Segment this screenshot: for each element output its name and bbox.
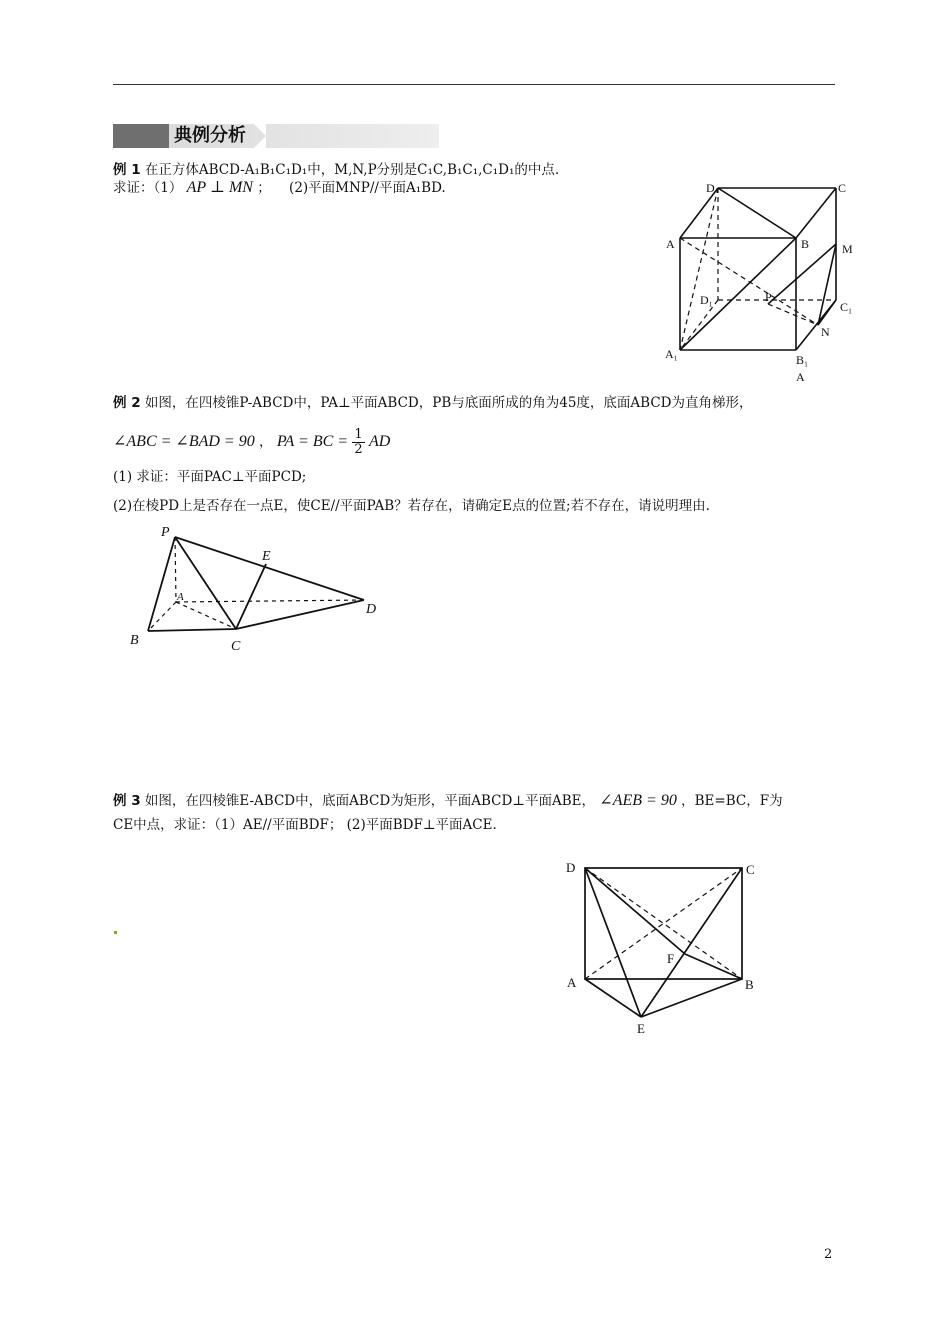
cube-label-D: D <box>706 181 715 195</box>
example2-statement: 如图，在四棱锥P-ABCD中，PA⊥平面ABCD，PB与底面所成的角为45度，底面ABCD为直角梯形， <box>144 395 753 411</box>
rect-label-E: E <box>637 1021 645 1036</box>
example1-prove-line <box>113 178 446 198</box>
example2-condition-math: ∠ABC = ∠BAD = 90 <box>113 433 255 450</box>
rect-label-D: D <box>566 860 576 875</box>
example1-prove-part2: (2)平面MNP//平面A₁BD. <box>289 180 446 196</box>
cube-label-A-bottom: A <box>796 370 805 384</box>
page-number: 2 <box>824 1247 833 1262</box>
pyramid-label-P: P <box>161 525 170 540</box>
example3-condition-math: ∠AEB = 90 <box>599 792 677 809</box>
pyramid-label-A: A <box>177 591 184 603</box>
header-rule <box>113 84 835 85</box>
example1-label: 例 1 <box>113 162 141 178</box>
example2-statement-line <box>113 393 753 413</box>
example1-statement: 在正方体ABCD-A₁B₁C₁D₁中，M,N,P分别是C₁C,B₁C₁,C₁D₁的中点. <box>144 162 560 178</box>
example2-label: 例 2 <box>113 395 141 411</box>
cube-label-A: A <box>666 237 675 251</box>
example2-condition-tail: AD <box>368 433 391 450</box>
example2-condition-math2: PA = BC = <box>276 433 349 450</box>
example3-statement-line <box>113 791 783 811</box>
rectangle-pyramid-figure <box>555 850 775 1040</box>
example2-part1: (1) 求证：平面PAC⊥平面PCD; <box>113 469 307 485</box>
cube-label-A1: A₁ <box>665 347 678 361</box>
pyramid-label-D: D <box>366 602 377 617</box>
section-title: 典例分析 <box>174 125 246 146</box>
example1-prove-math: AP ⊥ MN <box>186 179 253 196</box>
pyramid-label-E: E <box>262 549 271 564</box>
cube-label-P: P <box>765 290 772 304</box>
section-banner-notch <box>254 124 266 148</box>
pyramid-label-C: C <box>231 639 241 654</box>
cube-label-C: C <box>838 181 847 195</box>
rect-label-A: A <box>567 975 577 990</box>
example2-condition-line <box>113 427 390 457</box>
example2-fraction <box>352 428 364 457</box>
rect-label-F: F <box>667 951 675 966</box>
cube-figure <box>650 170 870 390</box>
example3-statement-tail: ，BE=BC，F为 <box>681 793 783 809</box>
example3-statement: 如图，在四棱锥E-ABCD中，底面ABCD为矩形，平面ABCD⊥平面ABE， <box>144 793 595 809</box>
example2-condition-sep: ， <box>259 434 273 450</box>
example1-prove-prefix: 求证：（1） <box>113 180 183 196</box>
example1-statement-line <box>113 160 559 180</box>
example2-frac-den: 2 <box>354 442 363 457</box>
pyramid-figure <box>120 520 390 655</box>
example1-prove-sep: ； <box>257 180 271 196</box>
section-banner-accent <box>113 124 169 148</box>
stray-dot <box>114 931 117 934</box>
cube-label-N: N <box>821 325 830 339</box>
cube-label-B1: B₁ <box>796 353 809 367</box>
example2-part2: (2)在棱PD上是否存在一点E，使CE//平面PAB？若存在，请确定E点的位置;若不存在，请说明理由. <box>113 498 710 514</box>
rect-label-B: B <box>745 977 754 992</box>
cube-label-C1: C₁ <box>840 300 853 314</box>
cube-label-M: M <box>842 242 853 256</box>
example2-frac-num: 1 <box>354 427 363 442</box>
example3-line2: CE中点，求证：（1）AE//平面BDF； (2)平面BDF⊥平面ACE. <box>113 817 497 833</box>
cube-label-B: B <box>801 237 810 251</box>
example3-label: 例 3 <box>113 793 141 809</box>
rect-label-C: C <box>746 862 755 877</box>
cube-label-D1: D₁ <box>700 293 713 307</box>
pyramid-label-B: B <box>130 633 139 648</box>
